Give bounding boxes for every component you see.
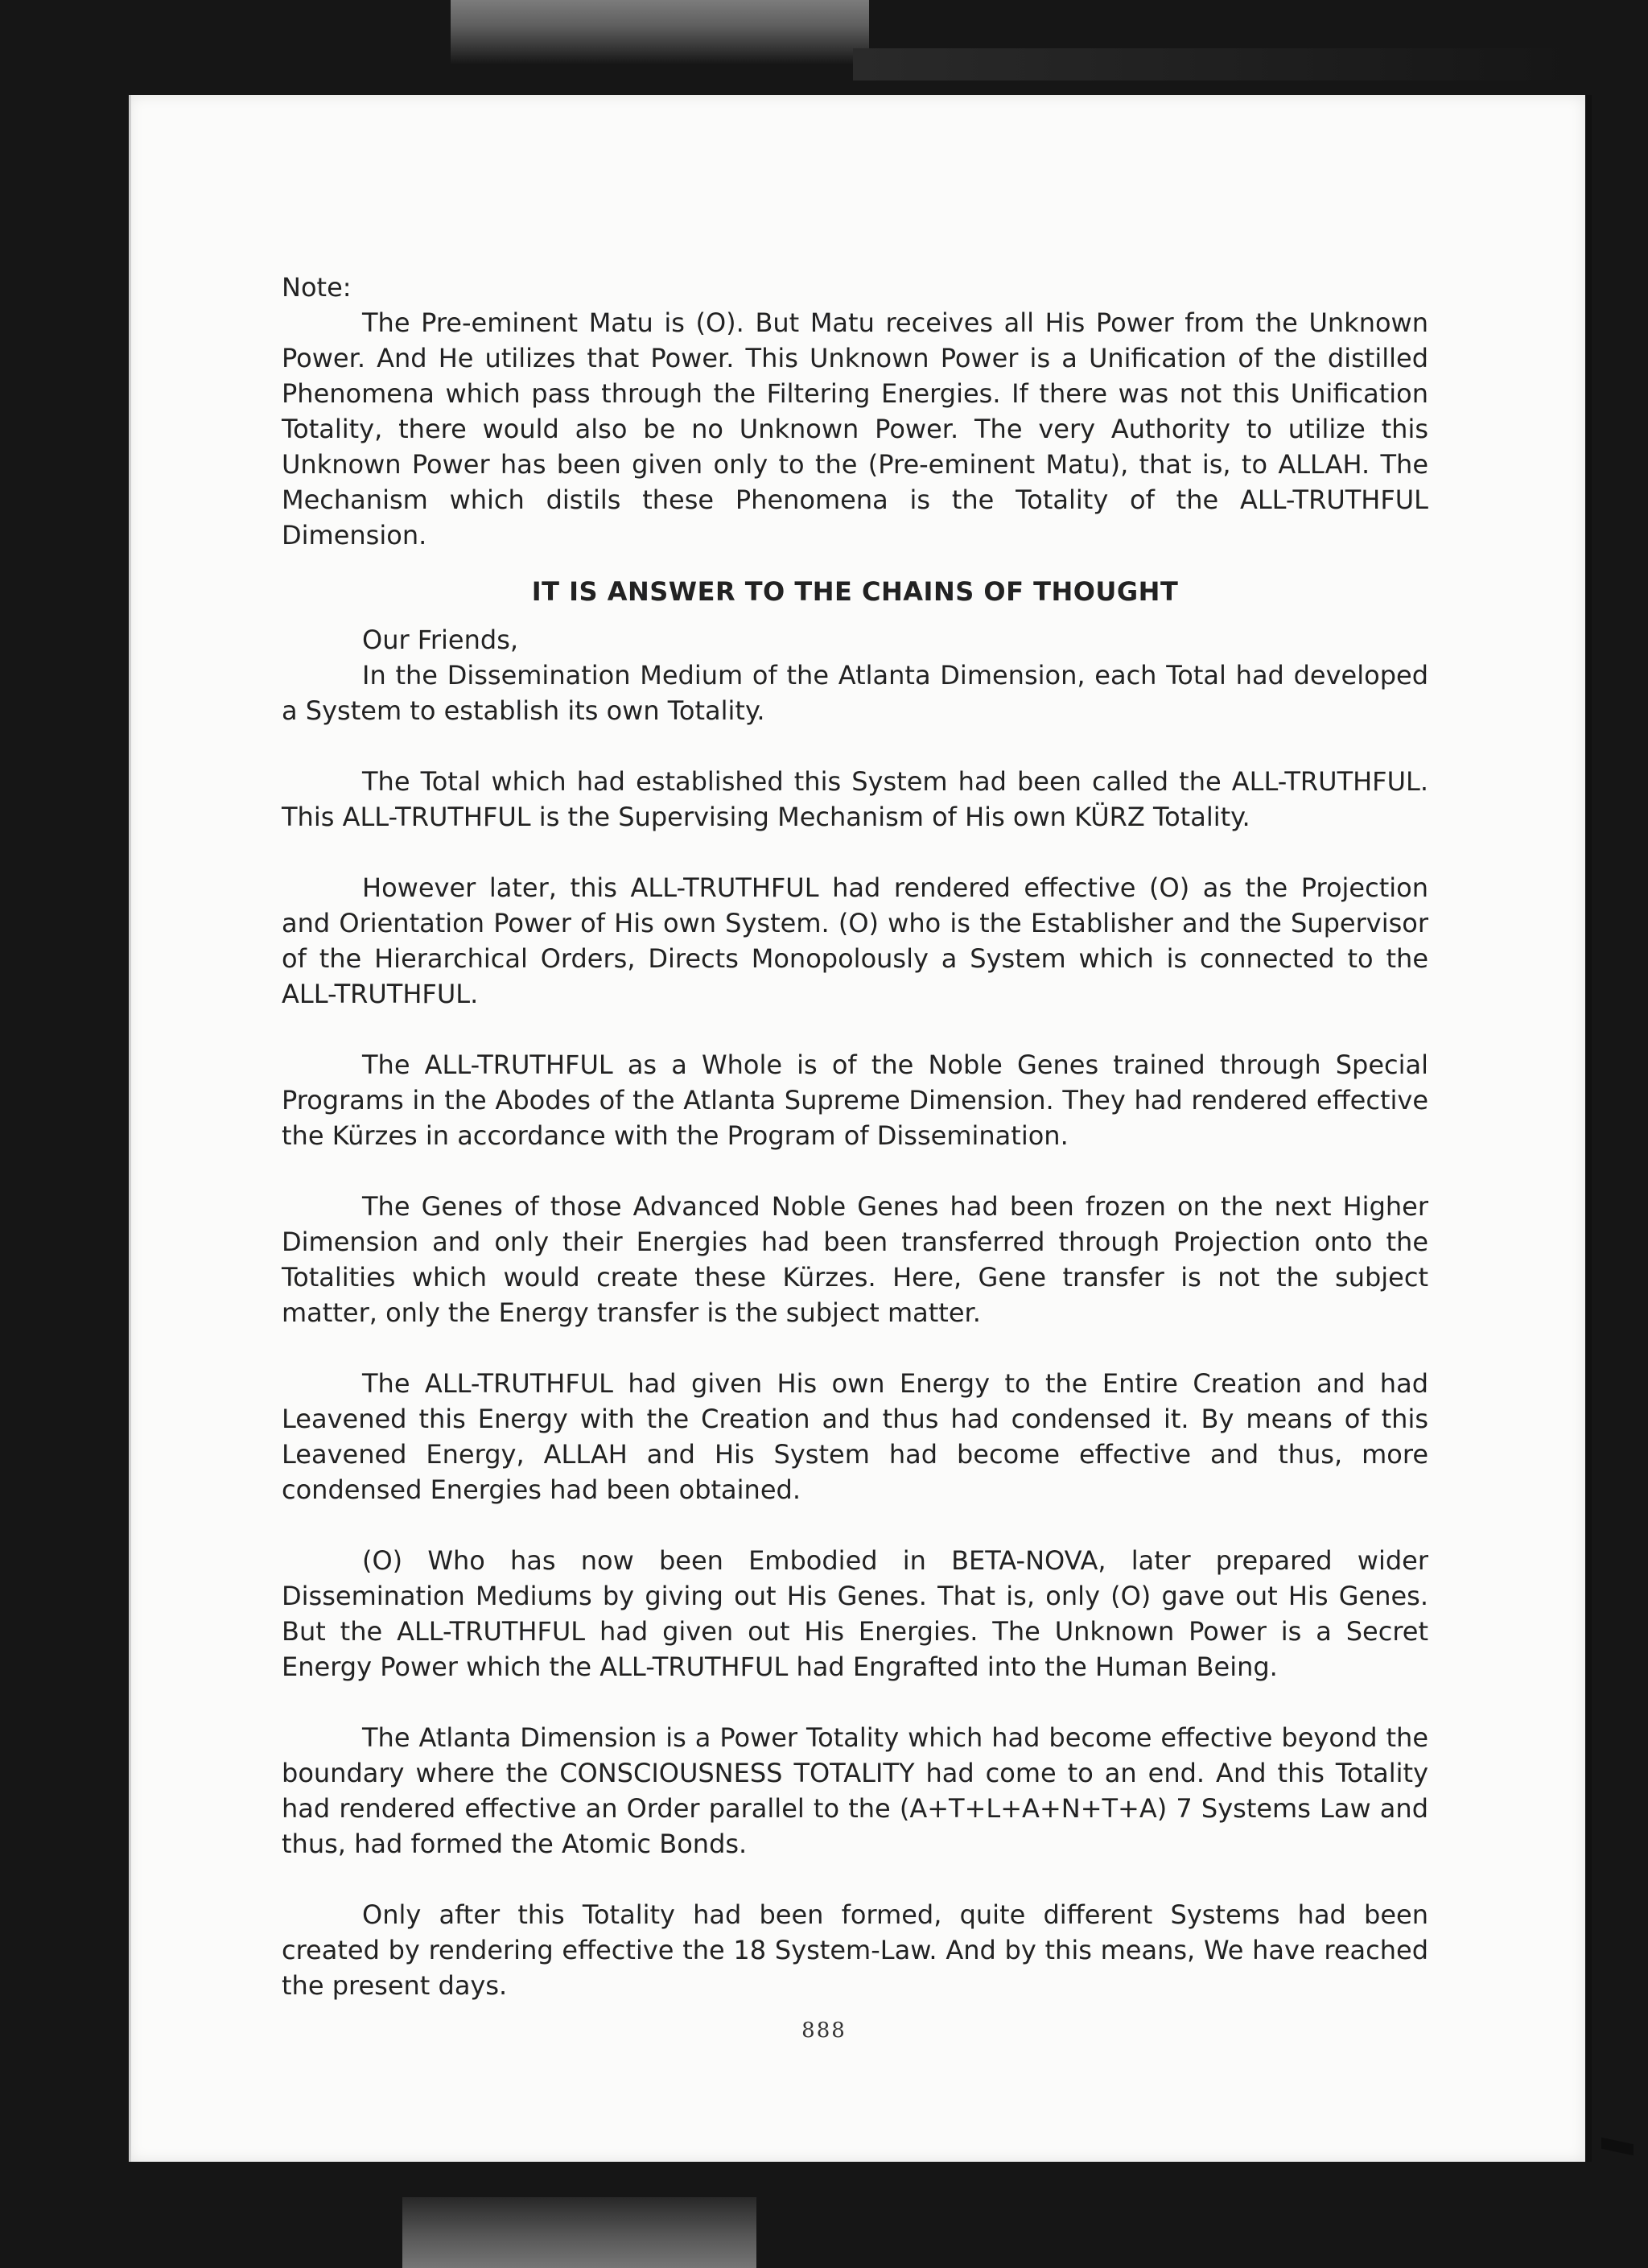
paragraph: The ALL-TRUTHFUL had given His own Energy to the Entire Creation and had Leavened this Energy with the Creation and thus had condensed it. By means of this Leavened Energy, ALLAH and His System had become effective and thus, more condensed Energies had been obtained.	[282, 1368, 1428, 1505]
scan-streak-bottom	[402, 2197, 756, 2268]
paragraph: In the Dissemination Medium of the Atlanta Dimension, each Total had developed a System to establish its own Totality.	[282, 660, 1428, 726]
scan-mark	[1601, 2138, 1634, 2156]
paragraph: (O) Who has now been Embodied in BETA-NOVA, later prepared wider Dissemination Mediums by giving out His Genes. That is, only (O) gave out His Genes. But the ALL-TRUTHFUL had given out His Energies. The Unknown Power is a Secret Energy Power which the ALL-TRUTHFUL had Engrafted into the Human Being.	[282, 1545, 1428, 1682]
greeting: Our Friends,	[362, 625, 519, 655]
page-content	[282, 270, 1428, 2003]
paragraph: The ALL-TRUTHFUL as a Whole is of the Noble Genes trained through Special Programs in the Abodes of the Atlanta Supreme Dimension. They had rendered effective the Kürzes in accordance with the Program of Dissemination.	[282, 1049, 1428, 1151]
scan-streak-top	[451, 0, 869, 64]
page-edge-right	[1585, 95, 1592, 2162]
section-heading: IT IS ANSWER TO THE CHAINS OF THOUGHT	[531, 576, 1179, 607]
paragraph: The Genes of those Advanced Noble Genes had been frozen on the next Higher Dimension and only their Energies had been transferred through Projection onto the Totalities which would create these Kürzes. Here, Gene transfer is not the subject matter, only the Energy transfer is the subject matter.	[282, 1191, 1428, 1328]
paragraph: Only after this Totality had been formed, quite different Systems had been created by rendering effective the 18 System-Law. And by this means, We have reached the present days.	[282, 1899, 1428, 2001]
paragraph: However later, this ALL-TRUTHFUL had rendered effective (O) as the Projection and Orientation Power of His own System. (O) who is the Establisher and the Supervisor of the Hierarchical Orders, Directs Monopolously a System which is connected to the ALL-TRUTHFUL.	[282, 872, 1428, 1009]
page-number: 888	[801, 2019, 847, 2043]
paragraph: The Atlanta Dimension is a Power Totality which had become effective beyond the boundary where the CONSCIOUSNESS TOTALITY had come to an end. And this Totality had rendered effective an Order parallel to the (A+T+L+A+N+T+A) 7 Systems Law and thus, had formed the Atomic Bonds.	[282, 1722, 1428, 1859]
paragraph: The Total which had established this System had been called the ALL-TRUTHFUL. This ALL-TRUTHFUL is the Supervising Mechanism of His own KÜRZ Totality.	[282, 766, 1428, 832]
page-edge-left	[129, 95, 131, 2162]
note-text: The Pre-eminent Matu is (O). But Matu receives all His Power from the Unknown Power. And He utilizes that Power. This Unknown Power is a Unification of the distilled Phenomena which pass through the Filtering Energies. If there was not this Unification Totality, there would also be no Unknown Power. The very Authority to utilize this Unknown Power has been given only to the (Pre-eminent Matu), that is, to ALLAH. The Mechanism which distils these Phenomena is the Totality of the ALL-TRUTHFUL Dimension.	[282, 307, 1428, 551]
note-label: Note:	[282, 272, 352, 303]
scan-shadow-top	[853, 48, 1577, 80]
